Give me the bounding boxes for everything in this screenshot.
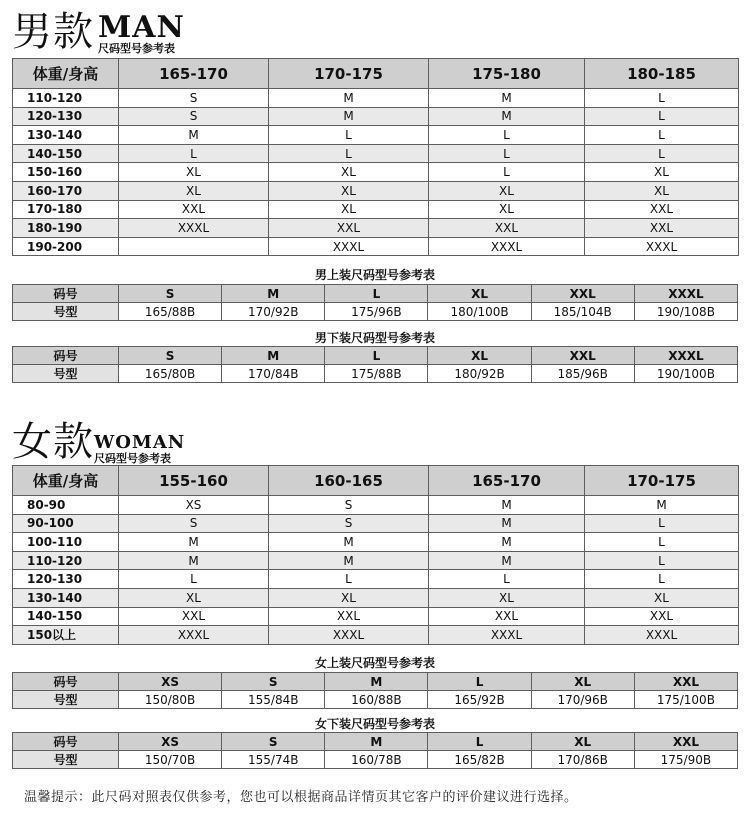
men-height-header: 165-170 xyxy=(119,59,269,89)
women-size-cell: XXL xyxy=(269,607,429,626)
men-top-type-value: 165/88B xyxy=(119,303,222,321)
men-bottom-type-value: 170/84B xyxy=(222,365,325,383)
men-bottom-type-label: 号型 xyxy=(13,365,119,383)
men-weight-cell: 120-130 xyxy=(13,107,119,126)
men-size-cell: L xyxy=(429,126,585,145)
women-height-header: 165-170 xyxy=(429,466,585,496)
men-top-size-code: L xyxy=(325,285,428,303)
men-size-cell: XL xyxy=(269,163,429,182)
women-bottom-type-value: 155/74B xyxy=(222,751,325,769)
men-section xyxy=(0,0,750,58)
women-title-en: WOMAN xyxy=(94,432,186,453)
men-size-cell: XXL xyxy=(429,219,585,238)
men-height-header: 170-175 xyxy=(269,59,429,89)
women-size-cell: L xyxy=(119,570,269,589)
men-height-header: 175-180 xyxy=(429,59,585,89)
men-top-size-code: S xyxy=(119,285,222,303)
men-size-cell: L xyxy=(585,144,739,163)
women-size-cell: M xyxy=(119,533,269,552)
women-section xyxy=(0,412,750,470)
women-bottom-size-code: XL xyxy=(531,733,634,751)
women-top-size-code: M xyxy=(325,673,428,691)
women-size-cell: S xyxy=(269,496,429,515)
women-bottom-size-code: XS xyxy=(119,733,222,751)
women-top-size-row xyxy=(13,673,738,691)
women-size-cell: XXXL xyxy=(269,626,429,645)
women-bottom-type-label: 号型 xyxy=(13,751,119,769)
women-top-size-code: L xyxy=(428,673,531,691)
women-size-cell: M xyxy=(269,551,429,570)
women-size-cell: M xyxy=(429,496,585,515)
women-size-cell: XXL xyxy=(119,607,269,626)
women-top-type-value: 160/88B xyxy=(325,691,428,709)
women-corner-cell: 体重/身高 xyxy=(13,466,119,496)
men-bottom-size-code: XXL xyxy=(531,347,634,365)
women-bottom-size-code: M xyxy=(325,733,428,751)
tip-note: 温馨提示：此尺码对照表仅供参考，您也可以根据商品详情页其它客户的评价建议进行选择。 xyxy=(24,790,578,805)
women-size-cell: XXXL xyxy=(429,626,585,645)
men-top-size-row xyxy=(13,285,738,303)
men-top-title: 男上装尺码型号参考表 xyxy=(314,268,435,282)
men-weight-cell: 110-120 xyxy=(13,89,119,108)
men-top-size-code: XXXL xyxy=(634,285,737,303)
women-top-title: 女上装尺码型号参考表 xyxy=(314,656,435,670)
men-bottom-size-row xyxy=(13,347,738,365)
women-size-cell: M xyxy=(269,533,429,552)
men-top-type-value: 185/104B xyxy=(531,303,634,321)
women-bottom-size-code: L xyxy=(428,733,531,751)
women-weight-cell: 90-100 xyxy=(13,514,119,533)
women-subtitle: 尺码型号参考表 xyxy=(94,452,171,465)
women-size-cell: S xyxy=(119,514,269,533)
men-size-cell: L xyxy=(119,144,269,163)
men-top-type-value: 190/108B xyxy=(634,303,737,321)
men-size-cell: M xyxy=(429,107,585,126)
men-top-type-row xyxy=(13,303,738,321)
women-title-cn: 女款 xyxy=(12,419,94,465)
women-weight-cell: 110-120 xyxy=(13,551,119,570)
men-size-cell: XXXL xyxy=(119,219,269,238)
women-table-row xyxy=(13,496,739,515)
men-size-cell: L xyxy=(269,144,429,163)
women-size-cell: L xyxy=(585,514,739,533)
men-size-cell: M xyxy=(269,89,429,108)
women-weight-cell: 130-140 xyxy=(13,588,119,607)
men-bottom-type-value: 175/88B xyxy=(325,365,428,383)
men-size-cell: M xyxy=(429,89,585,108)
women-size-cell: XXXL xyxy=(119,626,269,645)
men-weight-cell: 160-170 xyxy=(13,181,119,200)
women-bottom-type-value: 175/90B xyxy=(634,751,737,769)
men-table-row xyxy=(13,107,739,126)
women-table-row xyxy=(13,588,739,607)
men-size-cell: L xyxy=(585,89,739,108)
women-bottom-size-code: S xyxy=(222,733,325,751)
men-size-cell: XL xyxy=(269,200,429,219)
women-bottom-type-value: 165/82B xyxy=(428,751,531,769)
men-size-cell: XXL xyxy=(585,200,739,219)
men-table-row xyxy=(13,144,739,163)
women-size-cell: XL xyxy=(429,588,585,607)
men-size-cell: S xyxy=(119,89,269,108)
women-size-cell: XL xyxy=(119,588,269,607)
men-size-cell: M xyxy=(119,126,269,145)
women-height-header: 155-160 xyxy=(119,466,269,496)
women-height-header: 160-165 xyxy=(269,466,429,496)
men-size-cell: L xyxy=(429,163,585,182)
men-size-cell: XXXL xyxy=(269,237,429,256)
women-top-table xyxy=(12,672,738,709)
women-table-row xyxy=(13,570,739,589)
women-table-row xyxy=(13,514,739,533)
women-top-type-row xyxy=(13,691,738,709)
men-size-cell: XL xyxy=(269,181,429,200)
women-table-row xyxy=(13,533,739,552)
men-table-row xyxy=(13,200,739,219)
men-bottom-type-value: 165/80B xyxy=(119,365,222,383)
women-top-type-value: 150/80B xyxy=(119,691,222,709)
women-size-cell: XXL xyxy=(429,607,585,626)
men-size-cell: XXXL xyxy=(585,237,739,256)
women-bottom-type-value: 170/86B xyxy=(531,751,634,769)
women-header xyxy=(0,412,750,470)
women-size-chart xyxy=(12,465,739,645)
women-bottom-size-code: XXL xyxy=(634,733,737,751)
women-size-cell: M xyxy=(429,551,585,570)
men-height-header: 180-185 xyxy=(585,59,739,89)
women-size-cell: XL xyxy=(269,588,429,607)
men-top-size-code: M xyxy=(222,285,325,303)
men-weight-cell: 150-160 xyxy=(13,163,119,182)
women-bottom-type-value: 150/70B xyxy=(119,751,222,769)
women-size-cell: L xyxy=(269,570,429,589)
men-size-cell: M xyxy=(269,107,429,126)
men-table-row xyxy=(13,181,739,200)
men-bottom-type-value: 185/96B xyxy=(531,365,634,383)
men-weight-cell: 140-150 xyxy=(13,144,119,163)
women-weight-cell: 80-90 xyxy=(13,496,119,515)
women-bottom-size-label: 码号 xyxy=(13,733,119,751)
men-size-cell: XXL xyxy=(269,219,429,238)
women-top-size-code: XL xyxy=(531,673,634,691)
men-size-cell: L xyxy=(269,126,429,145)
men-corner-cell: 体重/身高 xyxy=(13,59,119,89)
men-bottom-type-value: 190/100B xyxy=(634,365,737,383)
women-size-cell: L xyxy=(585,551,739,570)
men-table-row xyxy=(13,89,739,108)
women-size-cell: XXXL xyxy=(585,626,739,645)
women-header-row xyxy=(13,466,739,496)
men-weight-cell: 190-200 xyxy=(13,237,119,256)
men-size-cell: XL xyxy=(119,163,269,182)
women-size-cell: L xyxy=(429,570,585,589)
men-top-size-code: XXL xyxy=(531,285,634,303)
men-top-size-label: 码号 xyxy=(13,285,119,303)
men-top-type-value: 180/100B xyxy=(428,303,531,321)
men-top-size-code: XL xyxy=(428,285,531,303)
men-size-cell: XXXL xyxy=(429,237,585,256)
men-top-table xyxy=(12,284,738,321)
men-top-type-value: 175/96B xyxy=(325,303,428,321)
women-weight-cell: 140-150 xyxy=(13,607,119,626)
women-table-row xyxy=(13,551,739,570)
women-top-size-label: 码号 xyxy=(13,673,119,691)
women-size-cell: L xyxy=(585,570,739,589)
women-top-type-value: 165/92B xyxy=(428,691,531,709)
women-bottom-type-value: 160/78B xyxy=(325,751,428,769)
women-size-cell: M xyxy=(429,533,585,552)
men-table-row xyxy=(13,219,739,238)
women-bottom-size-row xyxy=(13,733,738,751)
men-size-cell: S xyxy=(119,107,269,126)
men-bottom-size-code: XL xyxy=(428,347,531,365)
men-table-row xyxy=(13,126,739,145)
men-size-cell: XXL xyxy=(585,219,739,238)
women-size-cell: XS xyxy=(119,496,269,515)
men-top-type-label: 号型 xyxy=(13,303,119,321)
men-bottom-size-code: M xyxy=(222,347,325,365)
men-size-cell xyxy=(119,237,269,256)
women-top-size-code: S xyxy=(222,673,325,691)
men-bottom-table xyxy=(12,346,738,383)
women-weight-cell: 150以上 xyxy=(13,626,119,645)
men-size-chart xyxy=(12,58,739,256)
men-bottom-size-code: XXXL xyxy=(634,347,737,365)
women-top-type-label: 号型 xyxy=(13,691,119,709)
women-bottom-title: 女下装尺码型号参考表 xyxy=(314,717,435,731)
men-subtitle: 尺码型号参考表 xyxy=(98,42,175,55)
men-bottom-size-label: 码号 xyxy=(13,347,119,365)
men-weight-cell: 130-140 xyxy=(13,126,119,145)
women-bottom-type-row xyxy=(13,751,738,769)
women-top-type-value: 170/96B xyxy=(531,691,634,709)
men-size-cell: L xyxy=(429,144,585,163)
women-top-size-code: XXL xyxy=(634,673,737,691)
men-size-cell: XXL xyxy=(119,200,269,219)
women-weight-cell: 120-130 xyxy=(13,570,119,589)
men-table-row xyxy=(13,163,739,182)
men-size-cell: XL xyxy=(585,181,739,200)
men-weight-cell: 170-180 xyxy=(13,200,119,219)
men-size-cell: L xyxy=(585,126,739,145)
women-top-type-value: 175/100B xyxy=(634,691,737,709)
women-size-cell: M xyxy=(429,514,585,533)
men-weight-cell: 180-190 xyxy=(13,219,119,238)
women-height-header: 170-175 xyxy=(585,466,739,496)
men-bottom-size-code: S xyxy=(119,347,222,365)
men-size-cell: XL xyxy=(119,181,269,200)
women-size-cell: XXL xyxy=(585,607,739,626)
men-header-row xyxy=(13,59,739,89)
men-title-cn: 男款 xyxy=(12,9,94,55)
men-size-cell: XL xyxy=(429,200,585,219)
women-top-size-code: XS xyxy=(119,673,222,691)
men-size-cell: XL xyxy=(429,181,585,200)
men-table-row xyxy=(13,237,739,256)
women-size-cell: M xyxy=(119,551,269,570)
men-bottom-type-value: 180/92B xyxy=(428,365,531,383)
women-weight-cell: 100-110 xyxy=(13,533,119,552)
women-size-cell: S xyxy=(269,514,429,533)
women-table-row xyxy=(13,607,739,626)
women-table-row xyxy=(13,626,739,645)
men-size-cell: L xyxy=(585,107,739,126)
women-size-cell: M xyxy=(585,496,739,515)
men-bottom-size-code: L xyxy=(325,347,428,365)
men-top-type-value: 170/92B xyxy=(222,303,325,321)
men-header xyxy=(0,0,750,58)
women-size-cell: L xyxy=(585,533,739,552)
women-size-cell: XL xyxy=(585,588,739,607)
men-bottom-title: 男下装尺码型号参考表 xyxy=(314,331,435,345)
women-bottom-table xyxy=(12,732,738,769)
men-size-cell: XL xyxy=(585,163,739,182)
men-bottom-type-row xyxy=(13,365,738,383)
women-top-type-value: 155/84B xyxy=(222,691,325,709)
men-title-en: MAN xyxy=(98,10,185,45)
